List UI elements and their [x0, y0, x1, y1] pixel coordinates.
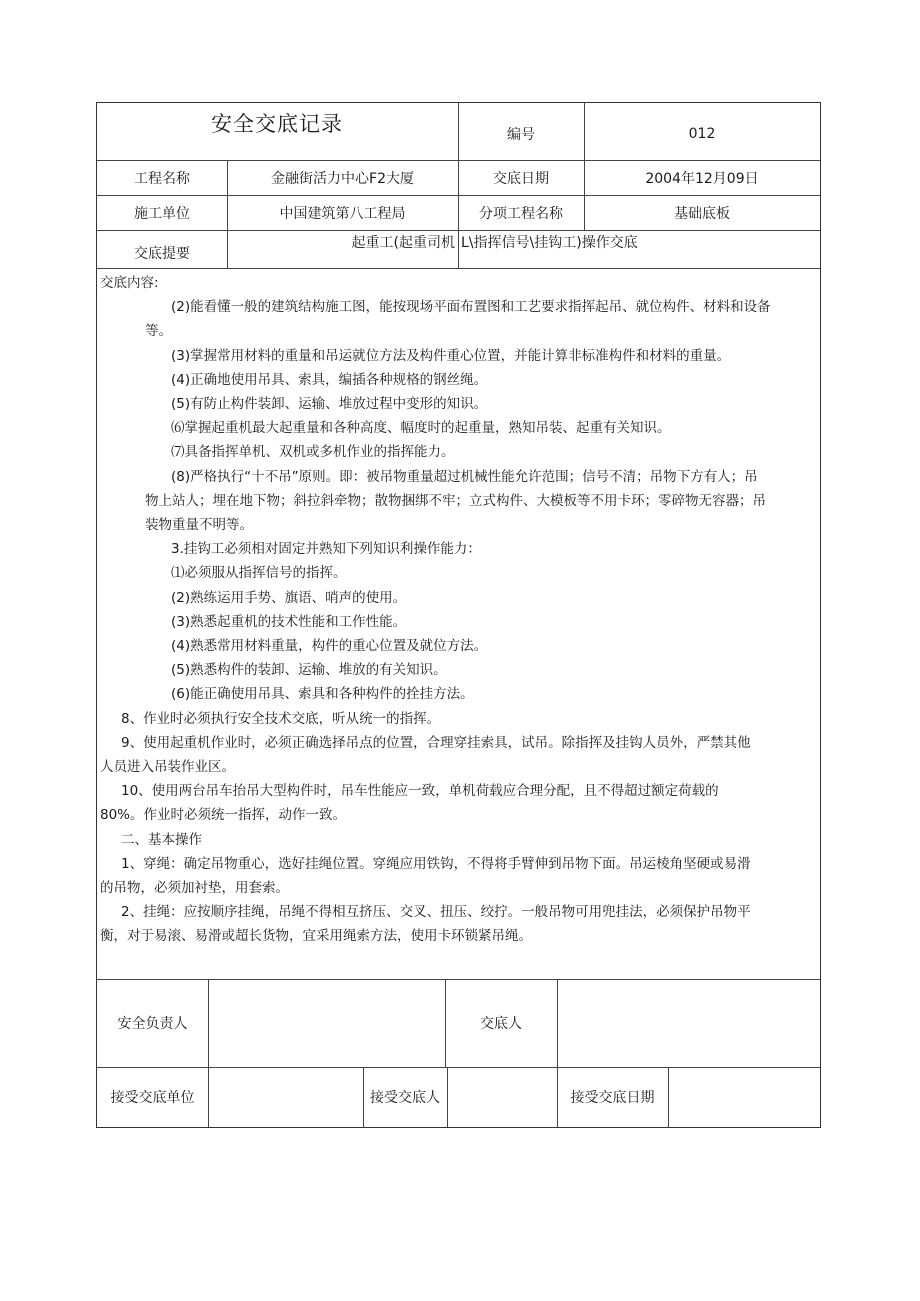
content-label: 交底内容:: [100, 275, 159, 291]
project-label: 工程名称: [134, 170, 190, 187]
project-value: 金融街活力中心F2大厦: [271, 170, 414, 187]
date-value: 2004年12月09日: [645, 170, 759, 187]
basic-1-line-1: 1、穿绳：确定吊物重心，选好挂绳位置。穿绳应用铁钩，不得将手臂伸到吊物下面。吊运棱角坚硬或易滑: [121, 855, 751, 872]
item-4: (4)正确地使用吊具、索具，编插各种规格的钢丝绳。: [171, 371, 488, 388]
hook-item-1: ⑴必须服从指挥信号的指挥。: [171, 565, 347, 582]
safety-officer-value[interactable]: [208, 979, 445, 1067]
item-2-line-1: (2)能看懂一般的建筑结构施工图，能按现场平面布置图和工艺要求指挥起吊、就位构件、材料和设备: [171, 299, 771, 316]
item-5: (5)有防止构件装卸、运输、堆放过程中变形的知识。: [171, 396, 488, 413]
safety-officer-label: 安全负责人: [117, 1016, 188, 1032]
summary-left: 起重工(起重司机: [351, 235, 455, 251]
receiving-date-value[interactable]: [668, 1067, 820, 1127]
rule-10-line-1: 10、使用两台吊车抬吊大型构件时，吊车性能应一致，单机荷载应合理分配，且不得超过额定荷载的: [121, 783, 719, 800]
discloser-label: 交底人: [480, 1016, 522, 1032]
rule-9-line-2: 人员进入吊装作业区。: [100, 759, 235, 776]
receiving-unit-value[interactable]: [208, 1067, 363, 1127]
discloser-value[interactable]: [557, 979, 820, 1067]
receiving-person-value[interactable]: [447, 1067, 557, 1127]
receiving-date-label: 接受交底日期: [570, 1090, 655, 1106]
disclosure-form: [96, 102, 821, 1128]
item-8-line-1: (8)严格执行“十不吊”原则。即：被吊物重量超过机械性能允许范围；信号不清；吊物下方有人；吊: [171, 468, 758, 485]
date-label: 交底日期: [493, 170, 549, 187]
number-label: 编号: [507, 126, 535, 143]
basic-ops-heading: 二、基本操作: [121, 831, 202, 848]
rule-9-line-1: 9、使用起重机作业时，必须正确选择吊点的位置，合理穿挂索具，试吊。除指挥及挂钩人员外，严禁其他: [121, 734, 751, 751]
item-3: (3)掌握常用材料的重量和吊运就位方法及构件重心位置，并能计算非标准构件和材料的重量。: [171, 347, 731, 364]
basic-2-line-1: 2、挂绳：应按顺序挂绳，吊绳不得相互挤压、交叉、扭压、绞拧。一般吊物可用兜挂法，必须保护吊物平: [121, 904, 751, 921]
item-2-line-2: 等。: [145, 323, 172, 340]
basic-2-line-2: 衡，对于易滚、易滑或超长货物，宜采用绳索方法，使用卡环锁紧吊绳。: [100, 928, 532, 945]
hook-item-5: (5)熟悉构件的装卸、运输、堆放的有关知识。: [171, 662, 447, 679]
hook-item-4: (4)熟悉常用材料重量，构件的重心位置及就位方法。: [171, 638, 488, 655]
rule-8: 8、作业时必须执行安全技术交底，听从统一的指挥。: [121, 710, 441, 727]
sub-project-label: 分项工程名称: [479, 205, 563, 222]
number-value: 012: [688, 125, 716, 142]
unit-label: 施工单位: [134, 205, 190, 222]
item-8-line-3: 装物重量不明等。: [145, 517, 253, 534]
sub-project-value: 基础底板: [674, 205, 730, 222]
item-7: ⑺具备指挥单机、双机或多机作业的指挥能力。: [171, 444, 455, 461]
hook-item-2: (2)熟练运用手势、旗语、哨声的使用。: [171, 589, 407, 606]
form-title: 安全交底记录: [211, 112, 343, 136]
rule-10-line-2: 80%。作业时必须统一指挥，动作一致。: [100, 807, 347, 824]
row-line-4: [97, 268, 820, 269]
unit-value: 中国建筑第八工程局: [279, 205, 406, 222]
hook-item-6: (6)能正确使用吊具、索具和各种构件的拴挂方法。: [171, 686, 474, 703]
disclosure-content: [97, 271, 822, 949]
receiving-person-label: 接受交底人: [370, 1090, 440, 1106]
summary-right: L\指挥信号\挂钩工)操作交底: [461, 235, 638, 251]
receiving-unit-label: 接受交底单位: [110, 1090, 195, 1106]
basic-1-line-2: 的吊物，必须加衬垫，用套索。: [100, 880, 289, 897]
summary-label: 交底提要: [134, 246, 190, 262]
item-6: ⑹掌握起重机最大起重量和各种高度、幅度时的起重量，熟知吊装、起重有关知识。: [171, 420, 671, 437]
item-8-line-2: 物上站人；埋在地下物；斜拉斜牵物；散物捆绑不牢；立式构件、大模板等不用卡环；零碎物无容器；吊: [145, 492, 766, 509]
hook-item-3: (3)熟悉起重机的技术性能和工作性能。: [171, 613, 407, 630]
section-3-heading: 3.挂钩工必须相对固定并熟知下列知识利操作能力：: [171, 541, 481, 558]
